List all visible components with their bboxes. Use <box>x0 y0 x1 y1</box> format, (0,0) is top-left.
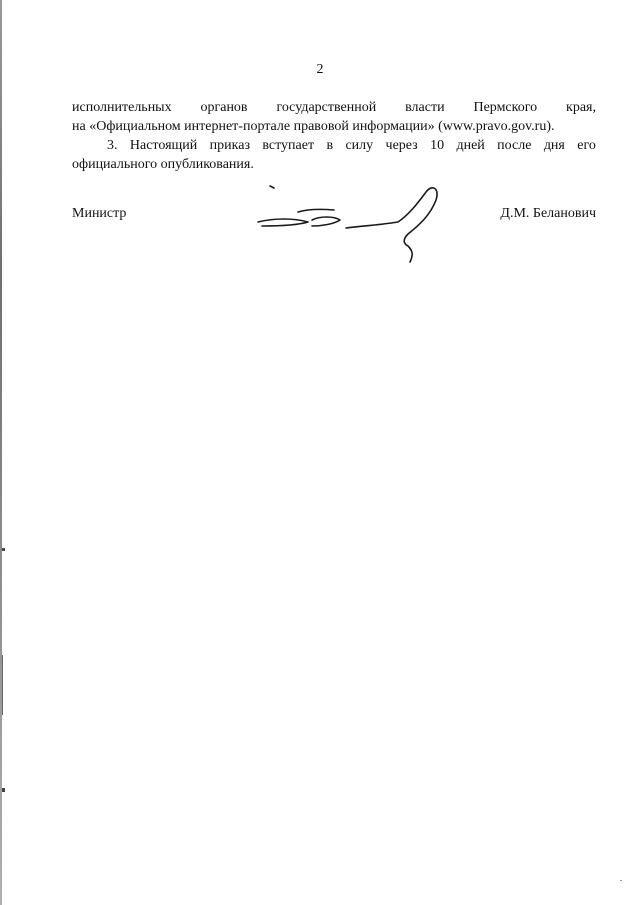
signature-stroke <box>258 219 308 226</box>
word: через <box>385 138 418 153</box>
word: 10 <box>430 138 445 153</box>
word: дней <box>456 138 485 153</box>
word: исполнительных <box>72 100 172 115</box>
paragraph-1-line-2: на «Официальном интернет-портале правовой информации» (www.pravo.gov.ru). <box>72 119 555 134</box>
scan-speck <box>620 880 622 881</box>
document-body <box>72 98 596 174</box>
word: государственной <box>276 100 377 115</box>
word: приказ <box>209 138 250 153</box>
word: Настоящий <box>129 138 198 153</box>
page-number: 2 <box>316 62 324 77</box>
signature-stroke <box>346 188 437 262</box>
signatory-name: Д.М. Беланович <box>500 206 596 221</box>
scan-artifact <box>2 548 5 551</box>
paragraph-2-line-1 <box>72 136 596 155</box>
word: после <box>497 138 532 153</box>
signature-stroke <box>298 209 334 212</box>
scan-artifact <box>2 655 3 715</box>
word: его <box>577 138 596 153</box>
word: Пермского <box>473 100 538 115</box>
word: в <box>326 138 334 153</box>
word: власти <box>405 100 445 115</box>
scan-left-edge <box>0 0 2 905</box>
signature-stroke <box>312 217 340 226</box>
signatory-title: Министр <box>72 206 127 221</box>
word: органов <box>200 100 248 115</box>
word: дня <box>543 138 565 153</box>
paragraph-2-line-2: официального опубликования. <box>72 157 254 172</box>
scan-artifact <box>2 788 5 792</box>
word: края, <box>566 100 596 115</box>
word: вступает <box>262 138 315 153</box>
paragraph-1-line-1 <box>72 98 596 117</box>
word: 3. <box>107 138 118 153</box>
word: силу <box>345 138 374 153</box>
handwritten-signature <box>250 178 450 268</box>
signature-stroke <box>270 186 274 188</box>
